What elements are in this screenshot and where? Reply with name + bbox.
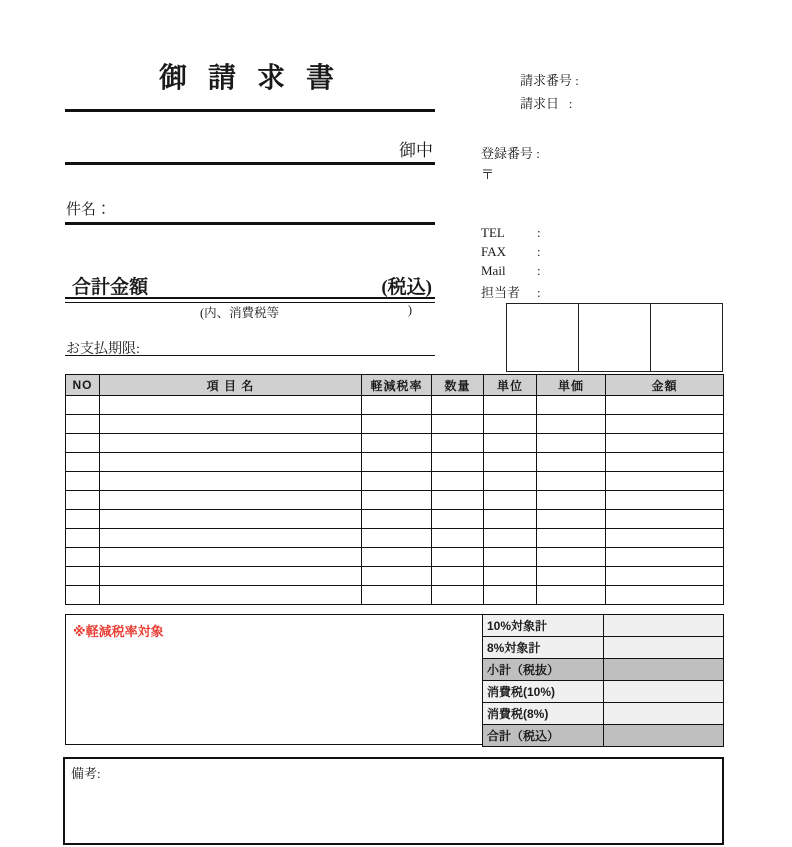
client-name-line[interactable] [65, 162, 435, 165]
cell-qty[interactable] [432, 453, 484, 472]
cell-amount[interactable] [606, 396, 724, 415]
cell-reduced-rate[interactable] [362, 434, 432, 453]
cell-amount[interactable] [606, 415, 724, 434]
cell-reduced-rate[interactable] [362, 510, 432, 529]
cell-amount[interactable] [606, 586, 724, 605]
cell-unit[interactable] [484, 510, 537, 529]
cell-qty[interactable] [432, 415, 484, 434]
table-row [66, 510, 724, 529]
stamp-cell-3[interactable] [651, 304, 722, 371]
cell-unit[interactable] [484, 453, 537, 472]
cell-name[interactable] [100, 415, 362, 434]
contact-sep-staff: : [537, 285, 541, 300]
summary-label: 合計（税込） [483, 725, 604, 747]
table-row [66, 453, 724, 472]
registration-number-label: 登録番号 : [481, 146, 540, 161]
cell-no[interactable] [66, 396, 100, 415]
summary-value[interactable] [604, 681, 724, 703]
cell-no[interactable] [66, 415, 100, 434]
contact-row-tel [481, 225, 681, 241]
cell-no[interactable] [66, 491, 100, 510]
contact-sep-fax: : [537, 244, 541, 259]
summary-value[interactable] [604, 703, 724, 725]
cell-unit[interactable] [484, 415, 537, 434]
cell-reduced-rate[interactable] [362, 491, 432, 510]
cell-unit-price[interactable] [537, 396, 606, 415]
stamp-cell-2[interactable] [579, 304, 651, 371]
cell-qty[interactable] [432, 434, 484, 453]
cell-qty[interactable] [432, 586, 484, 605]
summary-label: 8%対象計 [483, 637, 604, 659]
postal-mark-icon: 〒 [481, 167, 495, 182]
contact-key-fax: FAX [481, 244, 507, 259]
cell-amount[interactable] [606, 491, 724, 510]
table-row [66, 529, 724, 548]
cell-name[interactable] [100, 491, 362, 510]
cell-unit[interactable] [484, 548, 537, 567]
table-row [66, 434, 724, 453]
cell-reduced-rate[interactable] [362, 567, 432, 586]
cell-unit-price[interactable] [537, 548, 606, 567]
cell-qty[interactable] [432, 491, 484, 510]
contact-key-tel: TEL [481, 225, 505, 240]
cell-unit-price[interactable] [537, 491, 606, 510]
col-header-price: 単価 [537, 375, 606, 396]
cell-unit-price[interactable] [537, 415, 606, 434]
contact-sep-mail: : [537, 263, 541, 278]
contact-sep-tel: : [537, 225, 541, 240]
cell-name[interactable] [100, 453, 362, 472]
cell-no[interactable] [66, 529, 100, 548]
cell-qty[interactable] [432, 567, 484, 586]
cell-unit[interactable] [484, 491, 537, 510]
cell-reduced-rate[interactable] [362, 472, 432, 491]
contact-key-staff: 担当者 [481, 285, 521, 300]
cell-no[interactable] [66, 434, 100, 453]
cell-unit-price[interactable] [537, 453, 606, 472]
cell-unit[interactable] [484, 434, 537, 453]
summary-value[interactable] [604, 637, 724, 659]
client-honorific: 御中 [399, 141, 433, 160]
cell-unit[interactable] [484, 567, 537, 586]
table-row [66, 586, 724, 605]
contact-key-mail: Mail [481, 263, 506, 278]
cell-unit-price[interactable] [537, 434, 606, 453]
cell-unit-price[interactable] [537, 586, 606, 605]
cell-reduced-rate[interactable] [362, 529, 432, 548]
cell-name[interactable] [100, 434, 362, 453]
cell-reduced-rate[interactable] [362, 453, 432, 472]
cell-no[interactable] [66, 510, 100, 529]
cell-unit[interactable] [484, 586, 537, 605]
cell-name[interactable] [100, 396, 362, 415]
cell-unit[interactable] [484, 472, 537, 491]
cell-reduced-rate[interactable] [362, 548, 432, 567]
page-title: 御 請 求 書 [158, 63, 341, 94]
cell-name[interactable] [100, 510, 362, 529]
cell-qty[interactable] [432, 510, 484, 529]
table-row [66, 396, 724, 415]
summary-label: 消費税(10%) [483, 681, 604, 703]
stamp-cell-1[interactable] [507, 304, 579, 371]
col-header-name: 項 目 名 [100, 375, 362, 396]
summary-row [483, 659, 724, 681]
cell-qty[interactable] [432, 396, 484, 415]
cell-qty[interactable] [432, 548, 484, 567]
summary-value[interactable] [604, 725, 724, 747]
summary-value[interactable] [604, 615, 724, 637]
cell-name[interactable] [100, 567, 362, 586]
col-header-reduced: 軽減税率 [362, 375, 432, 396]
cell-no[interactable] [66, 453, 100, 472]
cell-unit-price[interactable] [537, 567, 606, 586]
reduced-rate-note-box [65, 614, 483, 745]
cell-name[interactable] [100, 529, 362, 548]
cell-unit-price[interactable] [537, 472, 606, 491]
contact-row-fax [481, 244, 681, 260]
title-underline [65, 109, 435, 112]
cell-unit[interactable] [484, 396, 537, 415]
table-row [66, 491, 724, 510]
cell-amount[interactable] [606, 472, 724, 491]
table-row [66, 415, 724, 434]
summary-label: 小計（税抜） [483, 659, 604, 681]
cell-unit-price[interactable] [537, 510, 606, 529]
invoice-number-label: 請求番号 : [520, 73, 579, 88]
summary-row [483, 681, 724, 703]
remarks-box[interactable] [63, 757, 724, 845]
summary-label: 10%対象計 [483, 615, 604, 637]
col-header-unit: 単位 [484, 375, 537, 396]
col-header-qty: 数量 [432, 375, 484, 396]
subject-label: 件名： [66, 202, 112, 218]
total-amount-label: 合計金額 [72, 277, 149, 298]
summary-row [483, 725, 724, 747]
inner-consumption-tax-label: (内、消費税等 [200, 306, 280, 320]
summary-row [483, 637, 724, 659]
items-table-header-row [66, 375, 724, 396]
cell-amount[interactable] [606, 548, 724, 567]
cell-amount[interactable] [606, 453, 724, 472]
cell-amount[interactable] [606, 510, 724, 529]
cell-no[interactable] [66, 586, 100, 605]
col-header-no: NO [66, 375, 100, 396]
summary-row [483, 703, 724, 725]
summary-row [483, 615, 724, 637]
subject-line[interactable] [65, 222, 435, 225]
cell-unit-price[interactable] [537, 529, 606, 548]
items-table [65, 374, 724, 605]
cell-no[interactable] [66, 472, 100, 491]
summary-label: 消費税(8%) [483, 703, 604, 725]
cell-reduced-rate[interactable] [362, 396, 432, 415]
cell-reduced-rate[interactable] [362, 415, 432, 434]
cell-name[interactable] [100, 472, 362, 491]
contact-row-staff [481, 282, 681, 301]
contact-row-mail [481, 263, 681, 279]
inner-consumption-tax-close: ) [407, 303, 412, 317]
summary-table [482, 614, 724, 747]
cell-no[interactable] [66, 548, 100, 567]
cell-no[interactable] [66, 567, 100, 586]
total-underline-upper [65, 297, 435, 299]
cell-amount[interactable] [606, 529, 724, 548]
cell-unit[interactable] [484, 529, 537, 548]
cell-qty[interactable] [432, 472, 484, 491]
table-row [66, 548, 724, 567]
reduced-rate-note: ※軽減税率対象 [73, 624, 164, 639]
cell-amount[interactable] [606, 434, 724, 453]
items-table-body [66, 396, 724, 605]
summary-table-body [483, 615, 724, 747]
summary-value[interactable] [604, 659, 724, 681]
total-amount-tax-note: (税込) [381, 277, 432, 298]
remarks-label: 備考: [71, 766, 101, 781]
stamp-boxes [506, 303, 723, 372]
invoice-date-label: 請求日 : [520, 96, 573, 111]
cell-reduced-rate[interactable] [362, 586, 432, 605]
cell-amount[interactable] [606, 567, 724, 586]
col-header-amount: 金額 [606, 375, 724, 396]
cell-name[interactable] [100, 586, 362, 605]
table-row [66, 567, 724, 586]
cell-name[interactable] [100, 548, 362, 567]
table-row [66, 472, 724, 491]
cell-qty[interactable] [432, 529, 484, 548]
payment-due-line[interactable] [65, 355, 435, 356]
payment-due-label: お支払期限: [66, 342, 140, 357]
